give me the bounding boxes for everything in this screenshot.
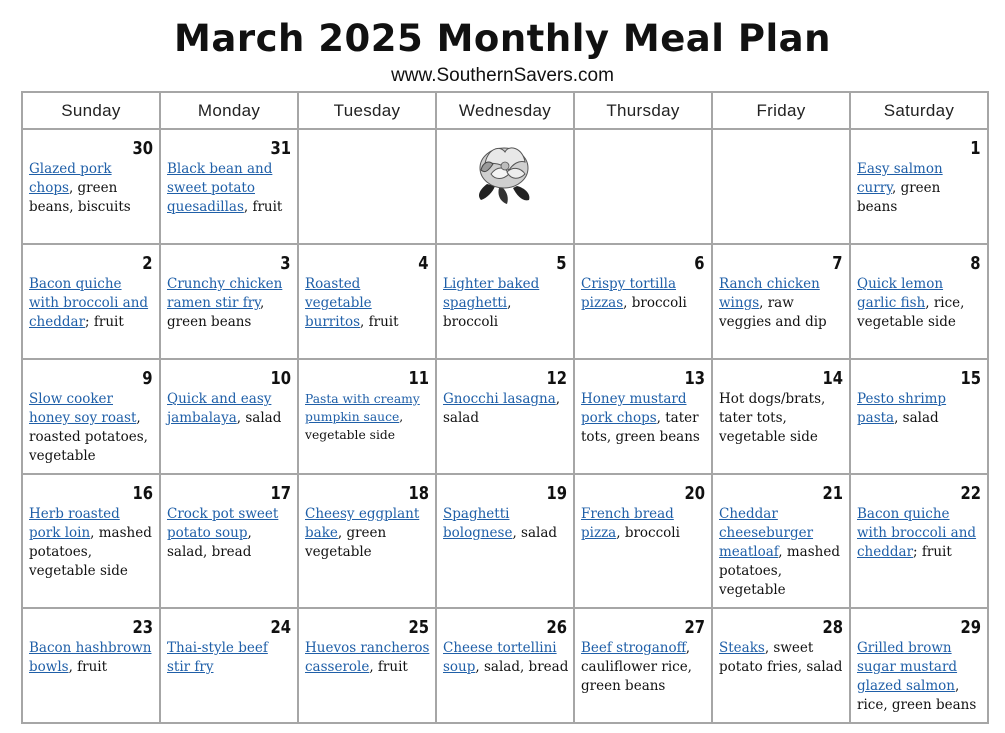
- meal-sides: , green beans, biscuits: [29, 180, 131, 215]
- day-cell: [574, 129, 712, 244]
- day-number: 4: [418, 253, 429, 274]
- recipe-link[interactable]: Gnocchi lasagna: [443, 391, 556, 407]
- day-cell: [22, 474, 160, 608]
- recipe-link[interactable]: Crispy tortilla pizzas: [581, 276, 677, 311]
- recipe-link[interactable]: Cheesy eggplant bake: [305, 506, 420, 541]
- weekday-header: Thursday: [574, 92, 712, 129]
- weekday-header: Saturday: [850, 92, 988, 129]
- day-number: 12: [546, 368, 567, 389]
- day-number: 11: [408, 368, 429, 389]
- meal-entry: [167, 390, 293, 428]
- day-number: 14: [822, 368, 843, 389]
- recipe-link[interactable]: Crock pot sweet potato soup: [167, 506, 279, 541]
- recipe-link[interactable]: Spaghetti bolognese: [443, 506, 513, 541]
- meal-entry: [305, 505, 431, 562]
- meal-entry: [167, 639, 293, 677]
- day-number: 7: [832, 253, 843, 274]
- meal-entry: [305, 275, 431, 332]
- week-row: [22, 244, 988, 359]
- day-number: 13: [684, 368, 705, 389]
- meal-entry: [29, 160, 155, 217]
- recipe-link[interactable]: Glazed pork chops: [29, 161, 112, 196]
- meal-sides: , green beans: [857, 180, 941, 215]
- week-row: [22, 129, 988, 244]
- meal-sides: Hot dogs/brats, tater tots, vegetable side: [719, 391, 826, 445]
- day-cell: [574, 244, 712, 359]
- day-number: 19: [546, 483, 567, 504]
- day-number: 30: [132, 138, 153, 159]
- weekday-header: Wednesday: [436, 92, 574, 129]
- weekday-header: Tuesday: [298, 92, 436, 129]
- day-number: 2: [142, 253, 153, 274]
- meal-entry: [167, 505, 293, 562]
- day-cell: [850, 244, 988, 359]
- meal-sides: ; fruit: [913, 544, 952, 560]
- meal-entry: [29, 639, 155, 677]
- page-title: March 2025 Monthly Meal Plan: [174, 17, 831, 60]
- recipe-link[interactable]: Bacon hashbrown bowls: [29, 640, 152, 675]
- website-url: www.SouthernSavers.com: [391, 65, 614, 86]
- day-number: 8: [970, 253, 981, 274]
- meal-sides: , mashed potatoes, vegetable side: [29, 525, 152, 579]
- meal-entry: [305, 390, 431, 444]
- weekday-header: Sunday: [22, 92, 160, 129]
- day-cell: [22, 359, 160, 474]
- meal-sides: , salad: [236, 410, 282, 426]
- day-number: 18: [408, 483, 429, 504]
- meal-sides: , broccoli: [443, 295, 512, 330]
- meal-sides: , salad, bread: [475, 659, 569, 675]
- day-cell: [298, 129, 436, 244]
- recipe-link[interactable]: Crunchy chicken ramen stir fry: [167, 276, 283, 311]
- recipe-link[interactable]: Black bean and sweet potato quesadillas: [167, 161, 273, 215]
- day-cell: [436, 244, 574, 359]
- day-number: 15: [960, 368, 981, 389]
- recipe-link[interactable]: Steaks: [719, 640, 765, 656]
- day-number: 5: [556, 253, 567, 274]
- day-cell: [160, 359, 298, 474]
- week-row: [22, 474, 988, 608]
- day-number: 3: [280, 253, 291, 274]
- meal-sides: , broccoli: [623, 295, 687, 311]
- recipe-link[interactable]: Slow cooker honey soy roast: [29, 391, 137, 426]
- day-number: 24: [270, 617, 291, 638]
- day-cell: [22, 244, 160, 359]
- recipe-link[interactable]: Lighter baked spaghetti: [443, 276, 540, 311]
- day-cell: [298, 244, 436, 359]
- meal-sides: , roasted potatoes, vegetable: [29, 410, 148, 464]
- day-number: 25: [408, 617, 429, 638]
- meal-entry: [581, 390, 707, 447]
- recipe-link[interactable]: Ranch chicken wings: [719, 276, 820, 311]
- day-number: 16: [132, 483, 153, 504]
- meal-entry: [581, 505, 707, 543]
- meal-entry: [857, 390, 983, 428]
- meal-sides: , tater tots, green beans: [581, 410, 700, 445]
- recipe-link[interactable]: Bacon quiche with broccoli and cheddar: [29, 276, 149, 330]
- day-number: 9: [142, 368, 153, 389]
- day-cell: [160, 129, 298, 244]
- day-cell: [22, 129, 160, 244]
- day-cell: [298, 474, 436, 608]
- calendar-grid: [21, 91, 989, 724]
- day-number: 10: [270, 368, 291, 389]
- day-cell: [298, 359, 436, 474]
- recipe-link[interactable]: Cheddar cheeseburger meatloaf: [719, 506, 814, 560]
- meal-entry: [443, 505, 569, 543]
- meal-sides: , salad: [894, 410, 939, 426]
- weekday-header: Friday: [712, 92, 850, 129]
- meal-sides: , green beans: [167, 295, 265, 330]
- meal-entry: [29, 505, 155, 581]
- magnolia-flower-icon: [473, 140, 535, 204]
- meal-entry: [443, 275, 569, 332]
- recipe-link[interactable]: Roasted vegetable burritos: [305, 276, 372, 330]
- day-cell: [436, 129, 574, 244]
- meal-sides: , salad: [443, 391, 561, 426]
- meal-entry: [719, 505, 845, 600]
- day-number: 1: [970, 138, 981, 159]
- recipe-link[interactable]: Pesto shrimp pasta: [857, 391, 947, 426]
- recipe-link[interactable]: Grilled brown sugar mustard glazed salmon: [857, 640, 958, 694]
- meal-sides: , vegetable side: [305, 410, 404, 442]
- meal-entry: [857, 505, 983, 562]
- day-number: 28: [822, 617, 843, 638]
- recipe-link[interactable]: Bacon quiche with broccoli and cheddar: [857, 506, 977, 560]
- day-cell: [160, 608, 298, 723]
- week-row: [22, 608, 988, 723]
- day-cell: [160, 244, 298, 359]
- day-cell: [160, 474, 298, 608]
- meal-entry: [857, 160, 983, 217]
- meal-sides: , fruit: [68, 659, 108, 675]
- meal-sides: , broccoli: [616, 525, 680, 541]
- day-number: 26: [546, 617, 567, 638]
- day-cell: [574, 474, 712, 608]
- meal-entry: [719, 639, 845, 677]
- meal-entry: [167, 275, 293, 332]
- meal-entry: [167, 160, 293, 217]
- recipe-link[interactable]: Easy salmon curry: [857, 161, 943, 196]
- day-number: 23: [132, 617, 153, 638]
- meal-sides: , rice, green beans: [857, 678, 977, 713]
- day-cell: [436, 474, 574, 608]
- day-cell: [712, 608, 850, 723]
- meal-entry: [443, 639, 569, 677]
- day-cell: [22, 608, 160, 723]
- day-number: 27: [684, 617, 705, 638]
- meal-sides: , rice, vegetable side: [857, 295, 965, 330]
- meal-sides: , green vegetable: [305, 525, 387, 560]
- recipe-link[interactable]: Herb roasted pork loin: [29, 506, 120, 541]
- recipe-link[interactable]: Quick lemon garlic fish: [857, 276, 944, 311]
- meal-sides: , fruit: [369, 659, 408, 675]
- meal-sides: , fruit: [360, 314, 399, 330]
- day-number: 21: [822, 483, 843, 504]
- meal-entry: [29, 275, 155, 332]
- recipe-link[interactable]: French bread pizza: [581, 506, 674, 541]
- weekday-header-row: [22, 92, 988, 129]
- recipe-link[interactable]: Beef stroganoff: [581, 640, 686, 656]
- meal-entry: [581, 639, 707, 696]
- weekday-header: Monday: [160, 92, 298, 129]
- meal-entry: [581, 275, 707, 313]
- meal-sides: , sweet potato fries, salad: [719, 640, 843, 675]
- meal-entry: [443, 390, 569, 428]
- day-cell: [712, 129, 850, 244]
- day-cell: [712, 244, 850, 359]
- day-number: 6: [694, 253, 705, 274]
- meal-entry: [305, 639, 431, 677]
- recipe-link[interactable]: Pasta with creamy pumpkin sauce: [305, 392, 420, 424]
- meal-sides: , salad: [512, 525, 558, 541]
- day-cell: [850, 608, 988, 723]
- day-cell: [298, 608, 436, 723]
- recipe-link[interactable]: Huevos rancheros casserole: [305, 640, 430, 675]
- recipe-link[interactable]: Quick and easy jambalaya: [167, 391, 272, 426]
- recipe-link[interactable]: Honey mustard pork chops: [581, 391, 687, 426]
- day-cell: [574, 359, 712, 474]
- meal-entry: [857, 275, 983, 332]
- day-cell: [712, 474, 850, 608]
- recipe-link[interactable]: Thai-style beef stir fry: [167, 640, 268, 675]
- meal-sides: , fruit: [243, 199, 283, 215]
- meal-entry: [29, 390, 155, 466]
- day-cell: [436, 359, 574, 474]
- day-cell: [574, 608, 712, 723]
- day-cell: [850, 129, 988, 244]
- day-number: 20: [684, 483, 705, 504]
- day-cell: [850, 474, 988, 608]
- meal-sides: , raw veggies and dip: [719, 295, 827, 330]
- meal-entry: [719, 390, 845, 447]
- recipe-link[interactable]: Cheese tortellini soup: [443, 640, 557, 675]
- meal-sides: , mashed potatoes, vegetable: [719, 544, 840, 598]
- day-number: 29: [960, 617, 981, 638]
- meal-sides: , cauliflower rice, green beans: [581, 640, 692, 694]
- day-number: 22: [960, 483, 981, 504]
- day-cell: [436, 608, 574, 723]
- meal-entry: [857, 639, 983, 715]
- day-cell: [712, 359, 850, 474]
- meal-sides: , salad, bread: [167, 525, 252, 560]
- week-row: [22, 359, 988, 474]
- day-number: 31: [270, 138, 291, 159]
- day-number: 17: [270, 483, 291, 504]
- day-cell: [850, 359, 988, 474]
- meal-sides: ; fruit: [85, 314, 124, 330]
- meal-entry: [719, 275, 845, 332]
